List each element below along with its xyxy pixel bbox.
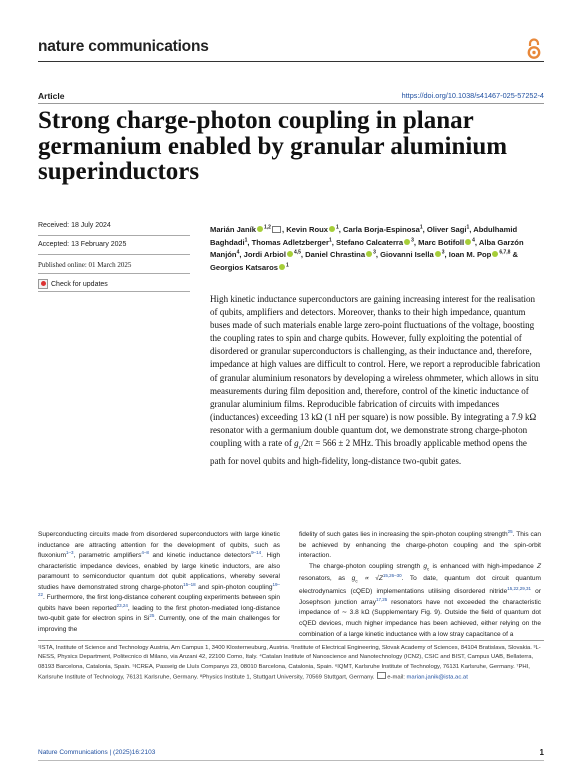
author-name[interactable]: Daniel Chrastina (305, 250, 366, 260)
body-text: Superconducting circuits made from disordered superconductors with large kinetic inductance are attracting attention for the development of qubits, such as fluxonium (38, 531, 280, 560)
body-text: and spin-photon coupling (195, 583, 273, 591)
orcid-icon[interactable] (329, 226, 335, 232)
reference-link[interactable]: 15,22,29,31 (507, 586, 531, 592)
orcid-icon[interactable] (492, 251, 498, 257)
orcid-icon[interactable] (435, 251, 441, 257)
reference-link[interactable]: 23,24 (116, 602, 128, 608)
body-text: fidelity of such gates lies in increasing the spin-photon coupling strength (299, 531, 508, 538)
author-affiliation-number: 3 (411, 237, 414, 244)
author-separator: , (239, 250, 244, 260)
author-name[interactable]: Abdulhamid Baghdadi (210, 225, 518, 247)
abstract-text-end: /2π = 566 ± 2 MHz. This broadly applicable method opens the path for novel qubits and high-fidelity, long-distance two-qubit gates. (210, 438, 527, 466)
orcid-icon[interactable] (366, 251, 372, 257)
author-name[interactable]: Kevin Roux (286, 225, 328, 234)
author-affiliation-number: 1 (285, 262, 289, 269)
author-affiliation-number: 4 (472, 237, 475, 244)
abstract-text: High kinetic inductance superconductors are gaining increasing interest for the realisation of qubits, amplifiers and detectors. Moreover, thanks to their high impedance, quantum buses made of such materials enable large zero-point fluctuations of the voltage, boosting the coupling rates to spin and charge qubits. However, fully exploiting the potential of disordered or granular superconductors is challenging, as their inductance and, therefore, impedance at high values are difficult to control. Here, we report a reproducible fabrication of granular aluminium resonators by developing a wireless ohmmeter, which allows in situ measurements during film deposition and, therefore, control of the kinetic inductance of granular aluminium films. Reproducible fabrication of circuits with impedances (inductances) exceeding 13 kΩ (1 nH per square) is now possible. By integrating a 7.9 kΩ resonator with a germanium double quantum dot, we demonstrate strong charge-photon coupling with a rate of (210, 294, 541, 449)
body-text: resonators have not exceeded the characteristic impedance of ∼ 3.8 kΩ (Supplementary Fig. 9). Outside the field of quantum dot cQED devices, much higher impedance has been achieved, either relying on the combination of a large kinetic inductance with a low stray capacitance of a (299, 598, 542, 638)
author-separator: , (422, 225, 427, 234)
affiliations (38, 644, 544, 683)
check-for-updates-button[interactable] (38, 279, 108, 289)
email-label: e-mail: (387, 674, 407, 681)
author-name[interactable]: Jordi Arbiol (243, 250, 286, 260)
author-name[interactable]: Thomas Adletzberger (251, 237, 329, 247)
title-rule (38, 103, 544, 104)
author-name[interactable]: Oliver Sagi (426, 225, 467, 234)
body-text: . Currently, one of the main challenges for improving the (38, 615, 280, 633)
body-text: The charge-photon coupling strength (309, 562, 424, 570)
email-link[interactable]: marian.janik@ista.ac.at (406, 674, 468, 681)
reference-link[interactable]: 17,25 (375, 596, 388, 602)
header-rule (38, 61, 544, 62)
paper-title: Strong charge-photon coupling in planar germanium enabled by granular aluminium superinductors (38, 107, 508, 185)
body-text: . This can be achieved by enhancing the charge-photon coupling and the spin-orbit interaction. (299, 531, 542, 560)
author-affiliation-number: 3 (373, 249, 376, 256)
meta-rule (38, 235, 190, 236)
author-affiliation-number: 4,5 (293, 249, 301, 256)
reference-link[interactable]: 15,26–30 (382, 573, 402, 579)
abstract (210, 293, 544, 468)
author-affiliation-number: 6,7,8 (499, 249, 511, 256)
footer-rule (38, 760, 544, 761)
email-icon (377, 672, 386, 679)
orcid-icon[interactable] (287, 251, 293, 257)
reference-link[interactable]: 25 (507, 529, 513, 534)
author-separator: , (331, 237, 336, 247)
body-text: is enhanced with high-impedance (429, 562, 537, 570)
meta-rule (38, 291, 190, 292)
body-text: . To date, quantum dot circuit quantum electrodynamics (cQED) implementations utilising disordered nitride (299, 575, 541, 596)
reference-link[interactable]: 9–14 (251, 550, 262, 556)
check-updates-label: Check for updates (51, 280, 108, 288)
author-affiliation-number: 1 (335, 224, 339, 231)
reference-link[interactable]: 19–22 (38, 581, 281, 598)
doi-link[interactable]: https://doi.org/10.1038/s41467-025-57252-4 (401, 91, 544, 100)
author-name[interactable]: Stefano Calcaterra (336, 237, 404, 247)
check-updates-icon (38, 279, 48, 289)
reference-link[interactable]: 15–18 (183, 581, 196, 587)
affiliations-text: ¹ISTA, Institute of Science and Technology Austria, Am Campus 1, 3400 Klosterneuburg, Austria. ²Institute of Electrical Engineering, Slovak Academy of Sciences, 84104 Bratislava, Slovakia. ³L-NESS, Physics Department, Politecnico di Milano, via Anzani 42, 22100 Como, Italy. ⁴Catalan Institute of Nanoscience and Nanotechnology (ICN2), CSIC and BIST, Campus UAB, Bellaterra, 08193 Barcelona, Catalonia, Spain. ⁵ICREA, Passeig de Lluís Companys 23, 08010 Barcelona, Catalonia, Spain. ⁶IQMT, Karlsruhe Institute of Technology, 76131 Karlsruhe, Germany. ⁷PHI, Karlsruhe Institute of Technology, 76131 Karlsruhe, Germany. ⁸Physics Institute 1, Stuttgart University, 70569 Stuttgart, Germany. (38, 645, 541, 681)
author-name[interactable]: Giovanni Isella (380, 250, 434, 260)
author-name[interactable]: Georgios Katsaros (210, 262, 278, 272)
orcid-icon[interactable] (279, 264, 285, 270)
math-expression: ∝ √Z (357, 575, 383, 583)
orcid-icon[interactable] (404, 239, 410, 245)
body-text: , parametric amplifiers (73, 552, 142, 560)
author-affiliation-number: 3 (441, 249, 445, 256)
body-text: , leading to the first photon-mediated long-distance two-qubit gate for electron spins in Si (38, 604, 280, 623)
author-name[interactable]: Ioan M. Pop (448, 250, 492, 260)
author-name[interactable]: Alba Garzón Manjón (210, 237, 524, 260)
coupling-symbol: g (294, 438, 299, 449)
author-affiliation-number: 1 (419, 224, 423, 231)
email-icon[interactable] (272, 226, 281, 233)
math-subscript: c (427, 565, 430, 571)
author-separator: & (510, 250, 519, 260)
author-name[interactable]: Carla Borja-Espinosa (343, 225, 420, 234)
article-type: Article (38, 91, 65, 101)
author-separator: , (247, 237, 252, 247)
published-date: Published online: 01 March 2025 (38, 261, 132, 269)
author-affiliation-number: 1 (244, 237, 248, 244)
body-text: and kinetic inductance detectors (148, 552, 252, 560)
reference-link[interactable]: 1–3 (66, 550, 74, 556)
meta-rule (38, 273, 190, 274)
author-separator: , (474, 237, 479, 247)
affiliations-rule (38, 640, 544, 641)
open-access-icon (526, 38, 542, 60)
page-number: 1 (539, 748, 544, 757)
author-separator: , (469, 225, 474, 234)
author-separator: , (375, 250, 381, 260)
body-column-left (38, 530, 280, 635)
body-text: . High characteristic impedance devices, enabled by large kinetic inductors, are also paramount to semiconductor quantum dot qubit applications, whereby several studies have demonstrated strong charge-photon (38, 552, 280, 591)
math-subscript: c (355, 578, 358, 584)
author-separator: , (338, 225, 343, 234)
reference-link[interactable]: 4–8 (141, 550, 149, 556)
body-text: resonators, as (299, 575, 352, 583)
orcid-icon[interactable] (257, 226, 263, 232)
author-separator: , (300, 250, 306, 260)
author-name[interactable]: Marc Botifoll (418, 237, 465, 247)
meta-rule (38, 254, 190, 255)
received-date: Received: 18 July 2024 (38, 222, 111, 229)
journal-name: nature communications (38, 38, 209, 55)
author-affiliation-number: 1 (328, 237, 332, 244)
journal-citation: Nature Communications | (2025)16:2103 (38, 749, 156, 756)
author-affiliation-number: 1,2 (264, 224, 271, 231)
reference-link[interactable]: 25 (149, 613, 155, 619)
author-affiliation-number: 4 (236, 249, 240, 256)
author-name[interactable]: Marián Janík (210, 225, 257, 234)
math-symbol: g (351, 575, 356, 583)
accepted-date: Accepted: 13 February 2025 (38, 241, 127, 248)
author-separator: , (281, 225, 287, 234)
author-affiliation-number: 1 (466, 224, 470, 231)
math-symbol: g (423, 562, 428, 570)
orcid-icon[interactable] (465, 239, 471, 245)
author-separator: , (444, 250, 449, 260)
coupling-subscript: c (298, 444, 302, 451)
author-separator: , (413, 237, 419, 247)
body-text: . Furthermore, the first long-distance coherent coupling experiments between spin qubits have been reported (38, 594, 280, 612)
body-column-right (299, 530, 541, 640)
math-symbol: Z (537, 562, 541, 570)
body-text: or Josephson junction array (299, 588, 541, 606)
author-list (210, 224, 544, 274)
